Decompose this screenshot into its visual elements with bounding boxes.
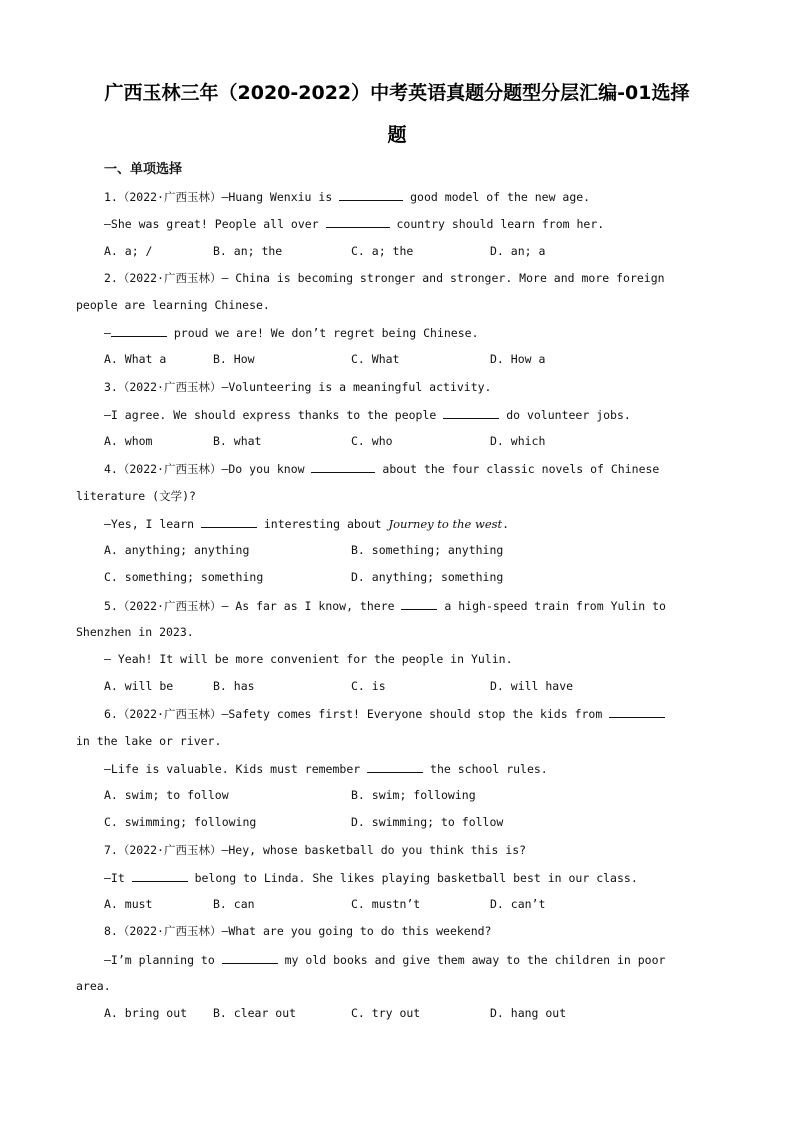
question-4-reply: —Yes, I learn interesting about Journey to the west. [104,517,510,531]
question-4-stem: 4.（2022·广西玉林）—Do you know about the four classic novels of Chinese [104,462,660,476]
question-8-option-d: D. hang out [490,1006,567,1020]
question-8-option-a: A. bring out [104,1006,188,1020]
section-heading: 一、单项选择 [104,162,183,177]
question-5-option-a: A. will be [104,679,174,693]
question-1-option-b: B. an; the [213,244,283,258]
question-5-option-b: B. has [213,679,255,693]
question-8-option-b: B. clear out [213,1006,297,1020]
question-6-option-d: D. swimming; to follow [351,815,504,829]
question-2-reply: — proud we are! We don’t regret being Chinese. [104,326,479,340]
question-1-reply: —She was great! People all over country should learn from her. [104,217,605,231]
answer-blank [401,597,437,610]
question-8-option-c: C. try out [351,1006,421,1020]
question-1-option-c: C. a; the [351,244,414,258]
question-8-stem: 8.（2022·广西玉林）—What are you going to do this weekend? [104,924,492,938]
question-1-option-d: D. an; a [490,244,546,258]
question-4-option-b: B. something; anything [351,543,504,557]
question-3-option-a: A. whom [104,434,153,448]
question-4-option-a: A. anything; anything [104,543,250,557]
question-3-reply: —I agree. We should express thanks to the people do volunteer jobs. [104,408,631,422]
answer-blank [132,869,188,882]
question-4-stem-continued: literature (文学)? [76,489,196,503]
question-6-option-c: C. swimming; following [104,815,257,829]
question-6-stem: 6.（2022·广西玉林）—Safety comes first! Everyone should stop the kids from [104,705,665,722]
question-3-option-b: B. what [213,434,262,448]
answer-blank [609,705,665,718]
question-5-stem-continued: Shenzhen in 2023. [76,625,194,639]
question-2-stem: 2.（2022·广西玉林）— China is becoming stronger and stronger. More and more foreign [104,271,665,285]
question-6-stem-continued: in the lake or river. [76,734,222,748]
question-7-option-a: A. must [104,897,153,911]
question-6-reply: —Life is valuable. Kids must remember the school rules. [104,762,548,776]
question-8-reply-continued: area. [76,979,111,993]
answer-blank [111,324,167,337]
question-6-option-a: A. swim; to follow [104,788,229,802]
answer-blank [201,515,257,528]
question-1-stem: 1.（2022·广西玉林）—Huang Wenxiu is good model of the new age. [104,190,591,204]
question-5-option-c: C. is [351,679,386,693]
question-7-option-c: C. mustn’t [351,897,421,911]
answer-blank [443,406,499,419]
question-7-option-d: D. can’t [490,897,546,911]
question-6-option-b: B. swim; following [351,788,476,802]
answer-blank [367,760,423,773]
question-4-option-d: D. anything; something [351,570,504,584]
question-5-reply: — Yeah! It will be more convenient for the people in Yulin. [104,652,513,666]
question-5-option-d: D. will have [490,679,574,693]
question-2-option-b: B. How [213,352,255,366]
question-3-option-d: D. which [490,434,546,448]
question-7-stem: 7.（2022·广西玉林）—Hey, whose basketball do you think this is? [104,843,527,857]
question-1-option-a: A. a; / [104,244,153,258]
question-2-option-c: C. What [351,352,400,366]
question-5-stem: 5.（2022·广西玉林）— As far as I know, there a high-speed train from Yulin to [104,599,666,613]
question-3-stem: 3.（2022·广西玉林）—Volunteering is a meaningful activity. [104,380,492,394]
question-4-option-c: C. something; something [104,570,264,584]
question-7-reply: —It belong to Linda. She likes playing basketball best in our class. [104,871,638,885]
question-2-option-d: D. How a [490,352,546,366]
book-title: Journey to the west [388,517,503,531]
question-8-reply: —I’m planning to my old books and give them away to the children in poor [104,953,666,967]
question-7-option-b: B. can [213,897,255,911]
answer-blank [326,215,390,228]
question-2-stem-continued: people are learning Chinese. [76,298,270,312]
answer-blank [339,188,403,201]
answer-blank [311,460,375,473]
answer-blank [222,951,278,964]
question-3-option-c: C. who [351,434,393,448]
document-title-continued: 题 [387,124,407,146]
document-title: 广西玉林三年（2020-2022）中考英语真题分题型分层汇编-01选择 [104,82,690,104]
question-2-option-a: A. What a [104,352,167,366]
